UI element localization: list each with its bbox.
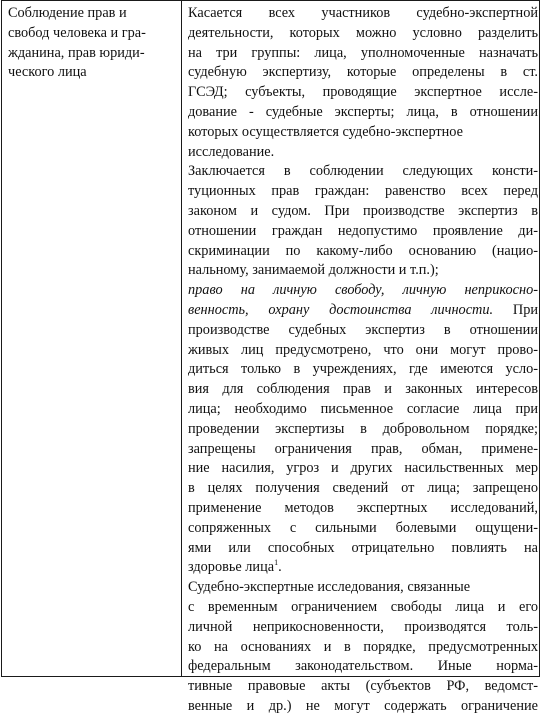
right-cell-line: с временным ограничением свободы лица и его	[188, 598, 538, 615]
right-cell-line: деятельности, которых можно условно разделить	[188, 24, 538, 41]
right-cell-line: в целях получения сведений от лица; запрещено	[188, 480, 538, 497]
footnote-marker[interactable]: 1	[274, 558, 279, 568]
right-cell-line: венные и др.) не могут содержать ограничение	[188, 697, 538, 714]
right-cell-line: право на личную свободу, личную неприкосно-	[188, 282, 538, 299]
right-cell-line: живых лиц предусмотрено, что они могут прово-	[188, 341, 538, 358]
right-cell-line: законом и судом. При производстве экспертиз в	[188, 202, 538, 219]
right-cell-line: сопряженных с сильными болевыми ощущени-	[188, 519, 538, 536]
right-cell-line: судебную экспертизу, которые определены в ст.	[188, 64, 538, 81]
left-cell-line: свобод человека и гра-	[8, 24, 146, 41]
footnote-period: .	[278, 559, 282, 576]
table-column-divider	[181, 0, 182, 677]
right-cell-line: ко на основаниях и в порядке, предусмотренных	[188, 638, 538, 655]
right-cell-line: личной неприкосновенности, производятся толь-	[188, 618, 538, 635]
right-cell-line: вия для соблюдения прав и законных интересов	[188, 381, 538, 398]
plain-text: При	[493, 301, 538, 318]
right-cell-line: дование - судебные эксперты; лица, в отношении	[188, 103, 538, 120]
table-right-border	[539, 0, 540, 677]
right-cell-line: ние насилия, угроз и других насильственных мер	[188, 460, 538, 477]
left-cell	[8, 4, 175, 83]
footnote-text: здоровье лица	[188, 559, 275, 576]
right-cell-line: Касается всех участников судебно-экспертной	[188, 5, 538, 21]
left-cell-line: ческого лица	[8, 64, 87, 81]
right-cell-line: ями или способных отрицательно повлиять на	[188, 539, 538, 556]
right-cell-line: запрещены ограничения прав, обман, примене-	[188, 440, 538, 457]
right-cell-line: ГСЭД; субъекты, проводящие экспертное иссле-	[188, 84, 538, 101]
table-left-border	[1, 0, 2, 677]
right-cell-line: тивные правовые акты (субъектов РФ, ведомст-	[188, 678, 538, 695]
right-cell-line	[188, 301, 538, 321]
right-cell-line: Судебно-экспертные исследования, связанные	[188, 579, 471, 596]
right-cell-line: производстве судебных экспертиз в отношении	[188, 321, 538, 338]
right-cell-line: туционных прав граждан: равенство всех перед	[188, 183, 538, 200]
right-cell-line: диться только в учреждениях, где имеются усло-	[188, 361, 538, 378]
right-cell-line: отношении граждан недопустимо проявление ди-	[188, 222, 538, 239]
italic-text: венность, охрану достоинства личности.	[188, 301, 494, 318]
right-cell-line	[188, 558, 538, 578]
right-cell-line: на три группы: лица, уполномоченные назначать	[188, 44, 538, 61]
left-cell-line: жданина, прав юриди-	[8, 44, 145, 61]
right-cell-line: проведении экспертизы в добровольном порядке;	[188, 420, 538, 437]
right-cell-line: лица; необходимо письменное согласие лица при	[188, 400, 538, 417]
right-cell-line: которых осуществляется судебно-экспертное	[188, 123, 463, 140]
right-cell-line: федеральным законодательством. Иные норма-	[188, 658, 538, 675]
right-cell-line: скриминации по какому-либо основанию (нацио-	[188, 242, 538, 259]
right-cell	[188, 4, 538, 717]
right-cell-line: исследование.	[188, 143, 275, 160]
left-cell-line: Соблюдение прав и	[8, 5, 127, 21]
right-cell-line: применение методов экспертных исследований,	[188, 499, 538, 516]
right-cell-line: Заключается в соблюдении следующих консти-	[188, 163, 538, 180]
table-top-border	[1, 0, 540, 1]
right-cell-line: нальному, занимаемой должности и т.п.);	[188, 262, 439, 279]
